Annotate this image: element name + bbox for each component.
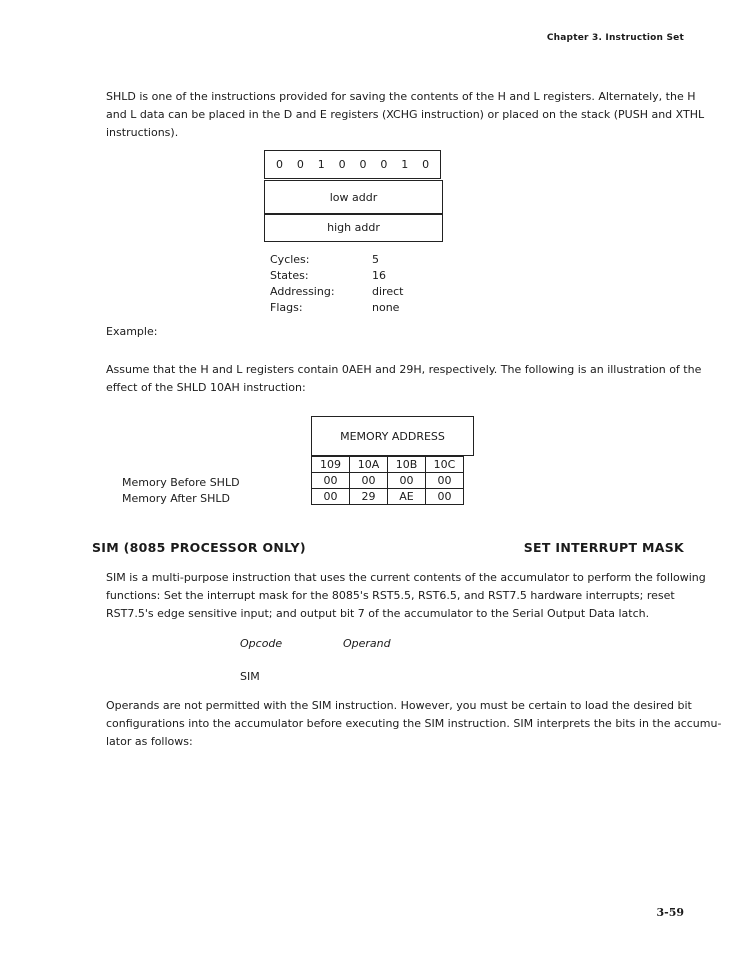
address-cell: 10A <box>350 457 388 473</box>
page-number: 3-59 <box>656 906 684 919</box>
address-cell: 10C <box>426 457 464 473</box>
memory-cell: 00 <box>426 489 464 505</box>
stat-value: direct <box>372 285 404 298</box>
section-subtitle: SET INTERRUPT MASK <box>523 540 684 555</box>
bit: 1 <box>317 158 325 171</box>
stat-value: 5 <box>372 253 379 266</box>
opcode-value: SIM <box>240 670 260 683</box>
text-line: instructions). <box>106 126 179 139</box>
memory-cell: AE <box>388 489 426 505</box>
instruction-stats <box>270 252 403 316</box>
text-line: SHLD is one of the instructions provided for saving the contents of the H and L registers. Alternately, the H <box>106 90 696 103</box>
text-line: SIM is a multi-purpose instruction that uses the current contents of the accumulator to perform the following <box>106 571 706 584</box>
running-header: Chapter 3. Instruction Set <box>546 33 684 43</box>
example-heading: Example: <box>106 325 158 338</box>
text-line: Operands are not permitted with the SIM instruction. However, you must be certain to load the desired bit <box>106 699 692 712</box>
memory-cell: 00 <box>426 473 464 489</box>
memory-after-row <box>312 489 464 505</box>
memory-cell: 29 <box>350 489 388 505</box>
section-title: SIM (8085 PROCESSOR ONLY) <box>92 540 306 555</box>
sim-notes <box>106 697 722 751</box>
text-line: Assume that the H and L registers contain 0AEH and 29H, respectively. The following is an illustration of the <box>106 363 702 376</box>
address-row <box>312 457 464 473</box>
memory-cell: 00 <box>312 489 350 505</box>
bit: 1 <box>401 158 409 171</box>
address-cell: 10B <box>388 457 426 473</box>
low-addr-cell: low addr <box>264 180 443 215</box>
text-line: and L data can be placed in the D and E registers (XCHG instruction) or placed on the stack (PUSH and XTHL <box>106 108 705 121</box>
example-paragraph <box>106 361 702 397</box>
bit: 0 <box>275 158 283 171</box>
memory-before-row <box>312 473 464 489</box>
stat-label: States: <box>270 269 309 282</box>
text-line: effect of the SHLD 10AH instruction: <box>106 381 306 394</box>
opcode-bit-row <box>264 150 441 179</box>
stat-label: Flags: <box>270 301 303 314</box>
stat-row <box>270 284 403 300</box>
stat-row <box>270 252 403 268</box>
bit: 0 <box>296 158 304 171</box>
stat-value: none <box>372 301 400 314</box>
stat-row <box>270 268 403 284</box>
memory-table <box>311 456 464 505</box>
memory-cell: 00 <box>312 473 350 489</box>
memory-cell: 00 <box>388 473 426 489</box>
text-line: configurations into the accumulator before executing the SIM instruction. SIM interprets the bits in the accumu- <box>106 717 722 730</box>
bit: 0 <box>338 158 346 171</box>
opcode-column-header: Opcode <box>240 637 283 650</box>
intro-paragraph <box>106 88 705 142</box>
stat-value: 16 <box>372 269 386 282</box>
high-addr-cell: high addr <box>264 213 443 242</box>
text-line: RST7.5's edge sensitive input; and output bit 7 of the accumulator to the Serial Output Data latch. <box>106 607 650 620</box>
stat-label: Cycles: <box>270 253 310 266</box>
bit: 0 <box>422 158 430 171</box>
sim-description <box>106 569 706 623</box>
bit: 0 <box>359 158 367 171</box>
address-cell: 109 <box>312 457 350 473</box>
bit: 0 <box>380 158 388 171</box>
stat-label: Addressing: <box>270 285 335 298</box>
text-line: lator as follows: <box>106 735 193 748</box>
operand-column-header: Operand <box>343 637 391 650</box>
memory-address-header: MEMORY ADDRESS <box>311 416 474 456</box>
memory-after-label: Memory After SHLD <box>122 492 230 505</box>
text-line: functions: Set the interrupt mask for the 8085's RST5.5, RST6.5, and RST7.5 hardware interrupts; reset <box>106 589 675 602</box>
stat-row <box>270 300 403 316</box>
memory-before-label: Memory Before SHLD <box>122 476 240 489</box>
memory-cell: 00 <box>350 473 388 489</box>
